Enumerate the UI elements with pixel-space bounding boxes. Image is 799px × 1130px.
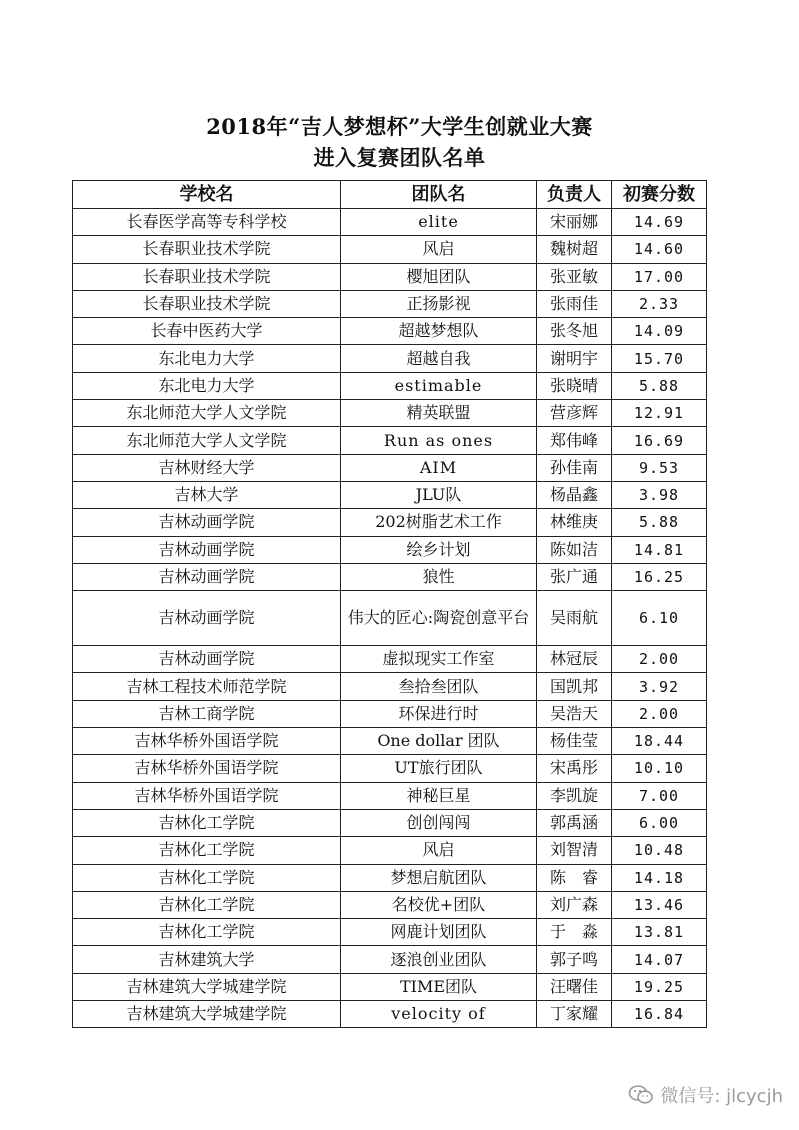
school-cell: 长春职业技术学院 <box>73 263 341 290</box>
table-row <box>73 454 707 481</box>
school-cell: 吉林华桥外国语学院 <box>73 755 341 782</box>
school-cell: 东北电力大学 <box>73 345 341 372</box>
header-school: 学校名 <box>73 181 341 209</box>
team-list-table <box>72 180 707 1028</box>
table-row <box>73 263 707 290</box>
leader-cell: 国凯邦 <box>537 673 612 700</box>
school-cell: 吉林动画学院 <box>73 646 341 673</box>
team-cell: 逐浪创业团队 <box>341 946 537 973</box>
team-cell: 梦想启航团队 <box>341 864 537 891</box>
leader-cell: 郭子鸣 <box>537 946 612 973</box>
score-cell: 14.18 <box>612 864 707 891</box>
team-cell: 神秘巨星 <box>341 782 537 809</box>
score-cell: 13.46 <box>612 891 707 918</box>
school-cell: 吉林华桥外国语学院 <box>73 782 341 809</box>
leader-cell: 郑伟峰 <box>537 427 612 454</box>
score-cell: 6.00 <box>612 809 707 836</box>
school-cell: 吉林财经大学 <box>73 454 341 481</box>
score-cell: 3.92 <box>612 673 707 700</box>
header-team: 团队名 <box>341 181 537 209</box>
school-cell: 吉林化工学院 <box>73 864 341 891</box>
leader-cell: 营彦辉 <box>537 400 612 427</box>
leader-cell: 张晓晴 <box>537 372 612 399</box>
leader-cell: 张雨佳 <box>537 290 612 317</box>
leader-cell: 刘智清 <box>537 837 612 864</box>
score-cell: 14.07 <box>612 946 707 973</box>
team-cell: 名校优+团队 <box>341 891 537 918</box>
team-cell: TIME团队 <box>341 973 537 1000</box>
school-cell: 东北电力大学 <box>73 372 341 399</box>
school-cell: 长春中医药大学 <box>73 318 341 345</box>
watermark <box>628 1082 783 1108</box>
score-cell: 9.53 <box>612 454 707 481</box>
table-row <box>73 481 707 508</box>
leader-cell: 陈如洁 <box>537 536 612 563</box>
table-row <box>73 946 707 973</box>
score-cell: 17.00 <box>612 263 707 290</box>
table-row <box>73 1001 707 1028</box>
score-cell: 16.25 <box>612 563 707 590</box>
header-score: 初赛分数 <box>612 181 707 209</box>
wechat-icon <box>628 1084 654 1106</box>
team-cell: 环保进行时 <box>341 700 537 727</box>
table-row <box>73 236 707 263</box>
table-row <box>73 837 707 864</box>
score-cell: 18.44 <box>612 728 707 755</box>
team-cell: Run as ones <box>341 427 537 454</box>
leader-cell: 李凯旋 <box>537 782 612 809</box>
table-row <box>73 728 707 755</box>
team-cell: 虚拟现实工作室 <box>341 646 537 673</box>
score-cell: 10.48 <box>612 837 707 864</box>
team-cell: elite <box>341 209 537 236</box>
school-cell: 长春职业技术学院 <box>73 236 341 263</box>
school-cell: 吉林化工学院 <box>73 837 341 864</box>
team-cell: 超越自我 <box>341 345 537 372</box>
team-cell: 创创闯闯 <box>341 809 537 836</box>
score-cell: 16.84 <box>612 1001 707 1028</box>
document-title: 2018年“吉人梦想杯”大学生创就业大赛 <box>206 114 593 139</box>
team-cell: 樱旭团队 <box>341 263 537 290</box>
leader-cell: 魏树超 <box>537 236 612 263</box>
score-cell: 5.88 <box>612 372 707 399</box>
leader-cell: 孙佳南 <box>537 454 612 481</box>
team-cell: 狼性 <box>341 563 537 590</box>
leader-cell: 张广通 <box>537 563 612 590</box>
score-cell: 14.09 <box>612 318 707 345</box>
school-cell: 吉林化工学院 <box>73 891 341 918</box>
team-cell: 202树脂艺术工作 <box>341 509 537 536</box>
school-cell: 吉林工程技术师范学院 <box>73 673 341 700</box>
school-cell: 东北师范大学人文学院 <box>73 400 341 427</box>
leader-cell: 杨佳莹 <box>537 728 612 755</box>
score-cell: 14.81 <box>612 536 707 563</box>
team-cell: One dollar 团队 <box>341 728 537 755</box>
score-cell: 14.60 <box>612 236 707 263</box>
score-cell: 10.10 <box>612 755 707 782</box>
team-cell: 风启 <box>341 236 537 263</box>
leader-cell: 吴雨航 <box>537 591 612 646</box>
leader-cell: 林冠辰 <box>537 646 612 673</box>
school-cell: 吉林化工学院 <box>73 919 341 946</box>
team-cell: UT旅行团队 <box>341 755 537 782</box>
score-cell: 6.10 <box>612 591 707 646</box>
school-cell: 吉林大学 <box>73 481 341 508</box>
table-row <box>73 400 707 427</box>
score-cell: 7.00 <box>612 782 707 809</box>
score-cell: 2.00 <box>612 700 707 727</box>
school-cell: 东北师范大学人文学院 <box>73 427 341 454</box>
team-cell: 叁拾叁团队 <box>341 673 537 700</box>
team-cell: 绘乡计划 <box>341 536 537 563</box>
school-cell: 吉林动画学院 <box>73 591 341 646</box>
score-cell: 5.88 <box>612 509 707 536</box>
school-cell: 吉林工商学院 <box>73 700 341 727</box>
leader-cell: 丁家耀 <box>537 1001 612 1028</box>
school-cell: 吉林建筑大学 <box>73 946 341 973</box>
table-row <box>73 891 707 918</box>
table-row <box>73 290 707 317</box>
table-row <box>73 700 707 727</box>
score-cell: 2.00 <box>612 646 707 673</box>
leader-cell: 林维庚 <box>537 509 612 536</box>
leader-cell: 陈 睿 <box>537 864 612 891</box>
school-cell: 吉林动画学院 <box>73 509 341 536</box>
school-cell: 吉林建筑大学城建学院 <box>73 973 341 1000</box>
leader-cell: 宋丽娜 <box>537 209 612 236</box>
team-cell: velocity of <box>341 1001 537 1028</box>
table-row <box>73 509 707 536</box>
table-row <box>73 864 707 891</box>
table-row <box>73 591 707 646</box>
table-row <box>73 427 707 454</box>
table-row <box>73 536 707 563</box>
table-row <box>73 755 707 782</box>
table-row <box>73 345 707 372</box>
team-cell: 伟大的匠心:陶瓷创意平台 <box>341 591 537 646</box>
leader-cell: 郭禹涵 <box>537 809 612 836</box>
team-cell: 正扬影视 <box>341 290 537 317</box>
document-subtitle: 进入复赛团队名单 <box>313 145 486 170</box>
leader-cell: 张亚敏 <box>537 263 612 290</box>
leader-cell: 谢明宇 <box>537 345 612 372</box>
school-cell: 吉林化工学院 <box>73 809 341 836</box>
table-row <box>73 809 707 836</box>
school-cell: 吉林动画学院 <box>73 563 341 590</box>
leader-cell: 张冬旭 <box>537 318 612 345</box>
table-row <box>73 919 707 946</box>
table-row <box>73 318 707 345</box>
team-cell: AIM <box>341 454 537 481</box>
score-cell: 14.69 <box>612 209 707 236</box>
leader-cell: 汪曙佳 <box>537 973 612 1000</box>
score-cell: 16.69 <box>612 427 707 454</box>
leader-cell: 吴浩天 <box>537 700 612 727</box>
score-cell: 15.70 <box>612 345 707 372</box>
table-row <box>73 782 707 809</box>
school-cell: 吉林华桥外国语学院 <box>73 728 341 755</box>
table-row <box>73 673 707 700</box>
school-cell: 吉林动画学院 <box>73 536 341 563</box>
table-row <box>73 563 707 590</box>
score-cell: 3.98 <box>612 481 707 508</box>
score-cell: 13.81 <box>612 919 707 946</box>
score-cell: 19.25 <box>612 973 707 1000</box>
team-cell: 网鹿计划团队 <box>341 919 537 946</box>
leader-cell: 杨晶鑫 <box>537 481 612 508</box>
table-row <box>73 646 707 673</box>
school-cell: 吉林建筑大学城建学院 <box>73 1001 341 1028</box>
school-cell: 长春医学高等专科学校 <box>73 209 341 236</box>
leader-cell: 宋禹彤 <box>537 755 612 782</box>
watermark-text: 微信号: jlcycjh <box>660 1086 783 1107</box>
score-cell: 2.33 <box>612 290 707 317</box>
team-cell: 风启 <box>341 837 537 864</box>
team-cell: estimable <box>341 372 537 399</box>
leader-cell: 刘广森 <box>537 891 612 918</box>
team-cell: 精英联盟 <box>341 400 537 427</box>
table-row <box>73 209 707 236</box>
table-header-row <box>73 181 707 209</box>
header-leader: 负责人 <box>537 181 612 209</box>
team-cell: 超越梦想队 <box>341 318 537 345</box>
table-row <box>73 372 707 399</box>
school-cell: 长春职业技术学院 <box>73 290 341 317</box>
score-cell: 12.91 <box>612 400 707 427</box>
team-cell: JLU队 <box>341 481 537 508</box>
table-row <box>73 973 707 1000</box>
leader-cell: 于 淼 <box>537 919 612 946</box>
